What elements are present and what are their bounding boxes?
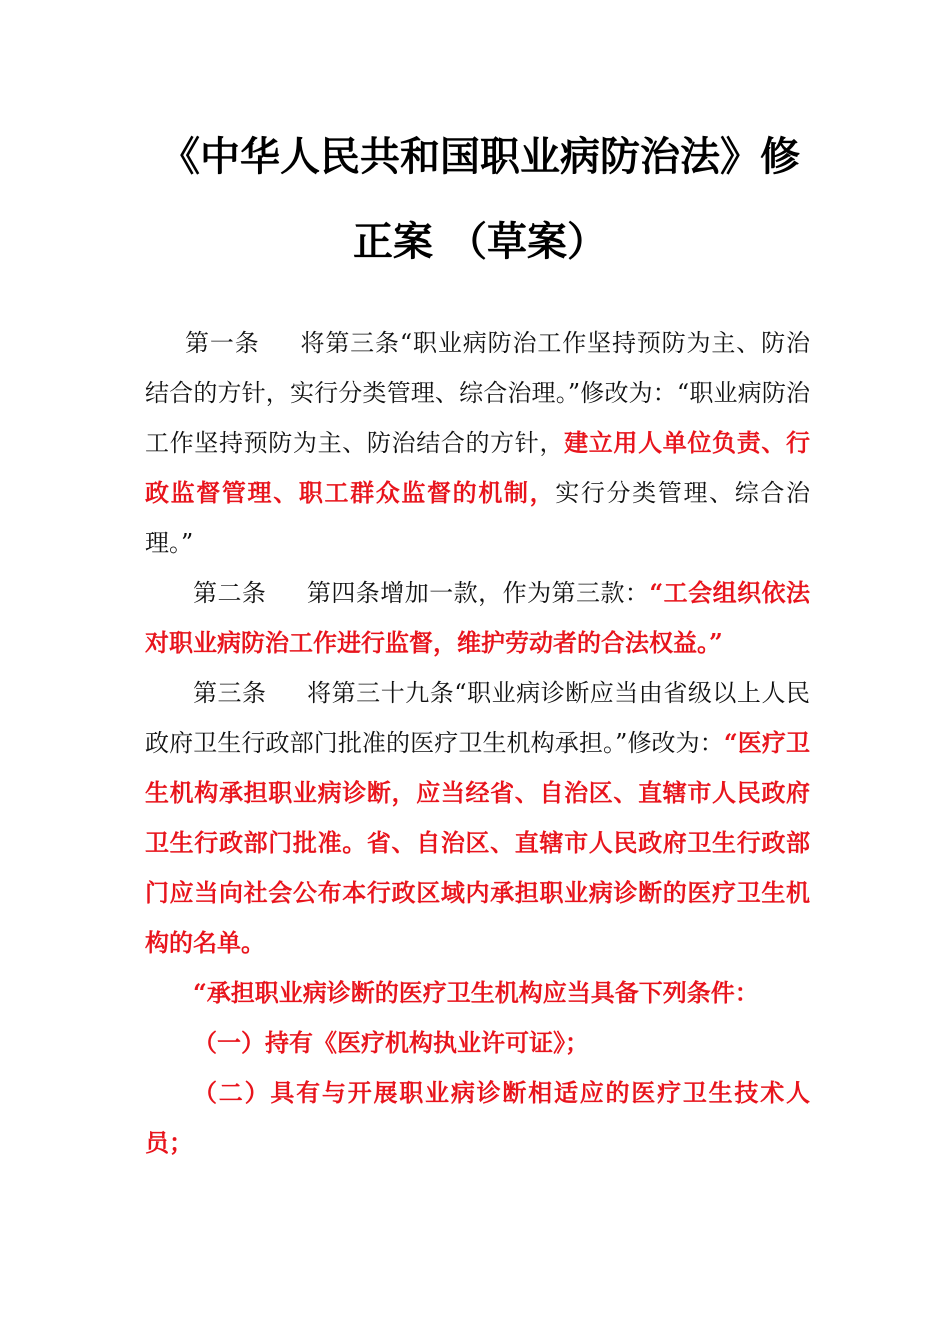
article-2 xyxy=(145,568,810,668)
article-3 xyxy=(145,668,810,968)
article-1 xyxy=(145,318,810,568)
article-3-number: 第三条 xyxy=(193,679,267,707)
article-1-tail: 实行分类管理、综合治理。” xyxy=(145,479,811,557)
document-title-line-2: 正案 （草案） xyxy=(353,218,607,265)
condition-item-2: （二）具有与开展职业病诊断相适应的医疗卫生技术人员； xyxy=(145,1078,810,1157)
article-1-amendment: 建立用人单位负责、行政监督管理、职工群众监督的机制， xyxy=(145,428,811,507)
document-title-line-1: 《中华人民共和国职业病防治法》修 xyxy=(160,133,800,180)
conditions-intro: “承担职业病诊断的医疗卫生机构应当具备下列条件： xyxy=(193,978,759,1007)
document-body xyxy=(145,318,810,1168)
article-2-number: 第二条 xyxy=(193,579,267,607)
article-3-amendment: “医疗卫生机构承担职业病诊断，应当经省、自治区、直辖市人民政府卫生行政部门批准。省、自治区、直辖市人民政府卫生行政部门应当向社会公布本行政区域内承担职业病诊断的医疗卫生机构的名单。 xyxy=(145,728,810,957)
article-3-text: 将第三十九条“职业病诊断应当由省级以上人民政府卫生行政部门批准的医疗卫生机构承担。”修改为： xyxy=(145,679,810,757)
article-1-number: 第一条 xyxy=(185,329,260,357)
article-2-text: 第四条增加一款，作为第三款： xyxy=(306,579,650,607)
article-1-text: 将第三条“职业病防治工作坚持预防为主、防治结合的方针，实行分类管理、综合治理。”修改为：“职业病防治工作坚持预防为主、防治结合的方针， xyxy=(145,329,810,457)
condition-item-1: （一）持有《医疗机构执业许可证》； xyxy=(193,1028,589,1057)
article-2-amendment: “工会组织依法对职业病防治工作进行监督，维护劳动者的合法权益。” xyxy=(145,578,811,657)
